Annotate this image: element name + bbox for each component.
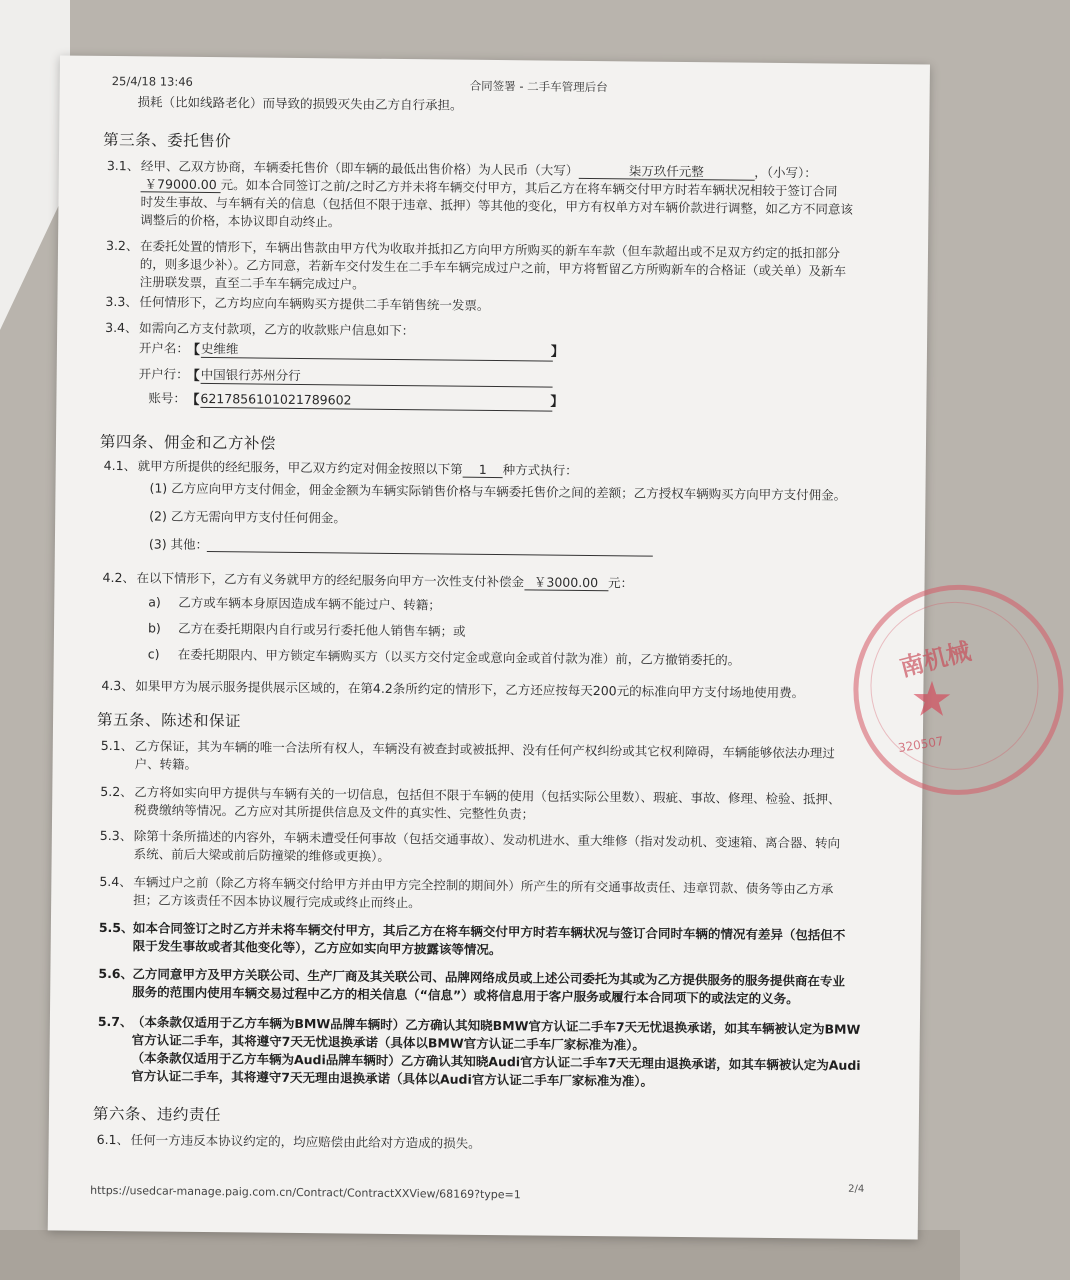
- case-b-text: 乙方在委托期限内自行或另行委托他人销售车辆；或: [177, 620, 466, 639]
- clause-4-1-post: 种方式执行：: [502, 462, 578, 478]
- clause-4-1-num: 4.1、: [103, 457, 137, 474]
- clause-3-4-num: 3.4、: [105, 319, 138, 336]
- clause-3-2-line-1: 在委托处置的情形下，车辆出售款由甲方代为收取并抵扣乙方向甲方所购买的新车车款（但车款超出或不足双方约定的抵扣部分: [139, 238, 841, 261]
- clause-5-7-num: 5.7、: [97, 1013, 133, 1030]
- clause-5-7-line-3: （本条款仅适用于乙方车辆为Audi品牌车辆时）乙方确认其知晓Audi官方认证二手车7天无理由退换承诺，如其车辆被认定为Audi: [131, 1050, 861, 1073]
- case-c-text: 在委托期限内、甲方锁定车辆购买方（以买方交付定金或意向金或首付款为准）前，乙方撤销委托的。: [177, 646, 741, 668]
- clause-5-3-line-1: 除第十条所描述的内容外，车辆未遭受任何事故（包括交通事故）、发动机进水、重大维修（指对发动机、变速箱、离合器、转向: [133, 828, 841, 851]
- clause-5-4-num: 5.4、: [99, 873, 132, 890]
- print-time: 25/4/18 13:46: [111, 73, 193, 89]
- clause-5-1-line-1: 乙方保证，其为车辆的唯一合法所有权人，车辆没有被查封或被抵押、没有任何产权纠纷或其它权利障碍，车辆能够依法办理过: [134, 738, 835, 761]
- seal-text: 南机械: [897, 637, 974, 683]
- account-no-field: 6217856101021789602: [200, 391, 552, 412]
- price-upper-field: 柒万玖仟元整: [578, 163, 754, 181]
- clause-3-2-line-2: 的，则多退少补）。乙方同意，若新车交付发生在二手车车辆完成过户之前，甲方将暂留乙方所购新车的合格证（或关单）及新车: [139, 256, 847, 279]
- clause-5-5-line-2: 限于发生事故或者其他变化等），乙方应如实向甲方披露该等情况。: [132, 938, 502, 958]
- bank-field: 中国银行苏州分行: [201, 367, 553, 388]
- case-a-text: 乙方或车辆本身原因造成车辆不能过户、转籍；: [178, 594, 441, 613]
- case-c-label: c): [147, 646, 160, 662]
- bracket-close: 】: [550, 344, 565, 360]
- bank-label: 开户行：: [138, 366, 189, 382]
- clause-5-7-line-2: 官方认证二手车，其将遵守7天无忧退换承诺（具体以BMW官方认证二手车厂家标准为准）。: [131, 1032, 645, 1053]
- clause-3-3-text: 任何情形下，乙方均应向车辆购买方提供二手车销售统一发票。: [139, 294, 490, 313]
- clause-4-2-pre: 在以下情形下，乙方有义务就甲方的经纪服务向甲方一次性支付补偿金: [136, 570, 525, 590]
- clause-3-2-num: 3.2、: [105, 237, 139, 254]
- clause-3-1-pre: 经甲、乙双方协商，车辆委托售价（即车辆的最低出售价格）为人民币（大写）: [140, 158, 579, 178]
- clause-3-4-text: 如需向乙方支付款项，乙方的收款账户信息如下：: [139, 320, 415, 339]
- article-5-heading: 第五条、陈述和保证: [96, 710, 242, 731]
- account-name-field: 史维维: [201, 341, 553, 362]
- clause-6-1-text: 任何一方违反本协议约定的，均应赔偿由此给对方造成的损失。: [130, 1132, 481, 1151]
- bracket-open: 【: [186, 342, 201, 358]
- clause-5-7-line-4: 官方认证二手车，其将遵守7天无理由退换承诺（具体以Audi官方认证二手车厂家标准为准）。: [131, 1068, 654, 1089]
- clause-5-4-line-1: 车辆过户之前（除乙方将车辆交付给甲方并由甲方完全控制的期间外）所产生的所有交通事故责任、违章罚款、债务等由乙方承: [133, 874, 834, 897]
- article-6-heading: 第六条、违约责任: [92, 1104, 222, 1125]
- seal-star-icon: ★: [910, 671, 954, 728]
- clause-5-7-line-1: （本条款仅适用于乙方车辆为BMW品牌车辆时）乙方确认其知晓BMW官方认证二手车7天无忧退换承诺，如其车辆被认定为BMW: [131, 1014, 861, 1037]
- clause-5-2-num: 5.2、: [100, 783, 133, 800]
- clause-4-2-num: 4.2、: [102, 569, 136, 586]
- seal-code: 320507: [897, 733, 945, 756]
- clause-5-1-num: 5.1、: [100, 737, 134, 754]
- clause-3-1-num: 3.1、: [106, 157, 140, 174]
- clause-5-1-line-2: 户、转籍。: [134, 756, 198, 772]
- other-option-blank: [207, 551, 653, 557]
- intro-line: 损耗（比如线路老化）而导致的损毁灭失由乙方自行承担。: [137, 94, 463, 113]
- clause-4-3-text: 如果甲方为展示服务提供展示区域的，在第4.2条所约定的情形下，乙方还应按每天200元的标准向甲方支付场地使用费。: [135, 678, 805, 701]
- commission-option-2: (2) 乙方无需向甲方支付任何佣金。: [149, 508, 346, 526]
- clause-5-6-line-1: 乙方同意甲方及甲方关联公司、生产厂商及其关联公司、品牌网络成员或上述公司委托为其或为乙方提供服务的服务提供商在专业: [132, 966, 845, 989]
- clause-5-4-line-2: 担；乙方该责任不因本协议履行完成或终止而终止。: [133, 892, 421, 911]
- clause-4-2-post: 元：: [607, 575, 634, 591]
- contract-page: [48, 55, 974, 1239]
- clause-5-2-line-2: 税费缴纳等情况。乙方应对其所提供信息及文件的真实性、完整性负责；: [134, 802, 535, 822]
- clause-5-3-line-2: 系统、前后大梁或前后防撞梁的维修或更换）。: [133, 846, 390, 864]
- clause-4-3-num: 4.3、: [101, 677, 134, 694]
- clause-5-6-line-2: 服务的范围内使用车辆交易过程中乙方的相关信息（“信息”）或将信息用于客户服务或履行本合同项下的或法定的义务。: [132, 984, 799, 1007]
- clause-5-5-line-1: 如本合同签订之时乙方并未将车辆交付甲方，其后乙方在将车辆交付甲方时若车辆状况与签订合同时车辆的情况有差异（包括但不: [132, 920, 846, 943]
- clause-3-1-line-3: 时发生事故、与车辆有关的信息（包括但不限于违章、抵押）等其他的变化，甲方有权单方对车辆价款进行调整，如乙方不同意该: [140, 194, 854, 217]
- clause-3-1-mid: ，（小写）：: [754, 164, 817, 181]
- clause-5-5-num: 5.5、: [98, 919, 134, 936]
- clause-4-1-line: [138, 458, 578, 479]
- clause-4-1-pre: 就甲方所提供的经纪服务，甲乙双方约定对佣金按照以下第: [137, 458, 463, 477]
- footer-url: https://usedcar-manage.paig.com.cn/Contract/ContractXXView/68169?type=1: [90, 1183, 521, 1202]
- bracket-close: 】: [550, 394, 564, 410]
- compensation-amount-field: ￥3000.00: [524, 574, 608, 591]
- clause-3-1-line1-rest: 元。如本合同签订之前/之时乙方并未将车辆交付甲方，其后乙方在将车辆交付甲方时若车辆状况相较于签订合同: [220, 177, 838, 199]
- print-title: 合同签署 - 二手车管理后台: [469, 78, 608, 95]
- clause-6-1-num: 6.1、: [96, 1131, 130, 1148]
- bracket-open: 【: [186, 392, 200, 408]
- seal-inner-ring: [870, 601, 1040, 771]
- clause-3-3-num: 3.3、: [105, 293, 138, 310]
- clause-4-2-line: [136, 570, 633, 591]
- commission-choice-field: 1: [463, 462, 503, 478]
- clause-5-2-line-1: 乙方将如实向甲方提供与车辆有关的一切信息，包括但不限于车辆的使用（包括实际公里数）、瑕疵、事故、修理、检验、抵押、: [134, 784, 841, 807]
- account-name-label: 开户名：: [138, 340, 190, 356]
- clause-5-6-num: 5.6、: [98, 965, 134, 982]
- clause-3-1-line-4: 调整后的价格，本协议即自动终止。: [140, 212, 341, 230]
- article-3-heading: 第三条、委托售价: [103, 130, 232, 151]
- clause-3-2-line-3: 注册联发票，直至二手车车辆完成过户。: [139, 274, 365, 292]
- bracket-open: 【: [186, 368, 200, 384]
- case-b-label: b): [147, 620, 161, 636]
- page-number: 2/4: [848, 1183, 865, 1195]
- company-seal: [852, 584, 1064, 796]
- commission-option-3: (3) 其他：: [148, 536, 209, 553]
- price-lower-field: ￥79000.00: [141, 176, 221, 193]
- account-no-label: 账号：: [148, 390, 187, 406]
- case-a-label: a): [148, 594, 161, 610]
- article-4-heading: 第四条、佣金和乙方补偿: [99, 432, 277, 453]
- commission-option-1: (1) 乙方应向甲方支付佣金，佣金金额为车辆实际销售价格与车辆委托售价之间的差额；乙方授权车辆购买方向甲方支付佣金。: [149, 480, 847, 503]
- clause-5-3-num: 5.3、: [99, 827, 133, 844]
